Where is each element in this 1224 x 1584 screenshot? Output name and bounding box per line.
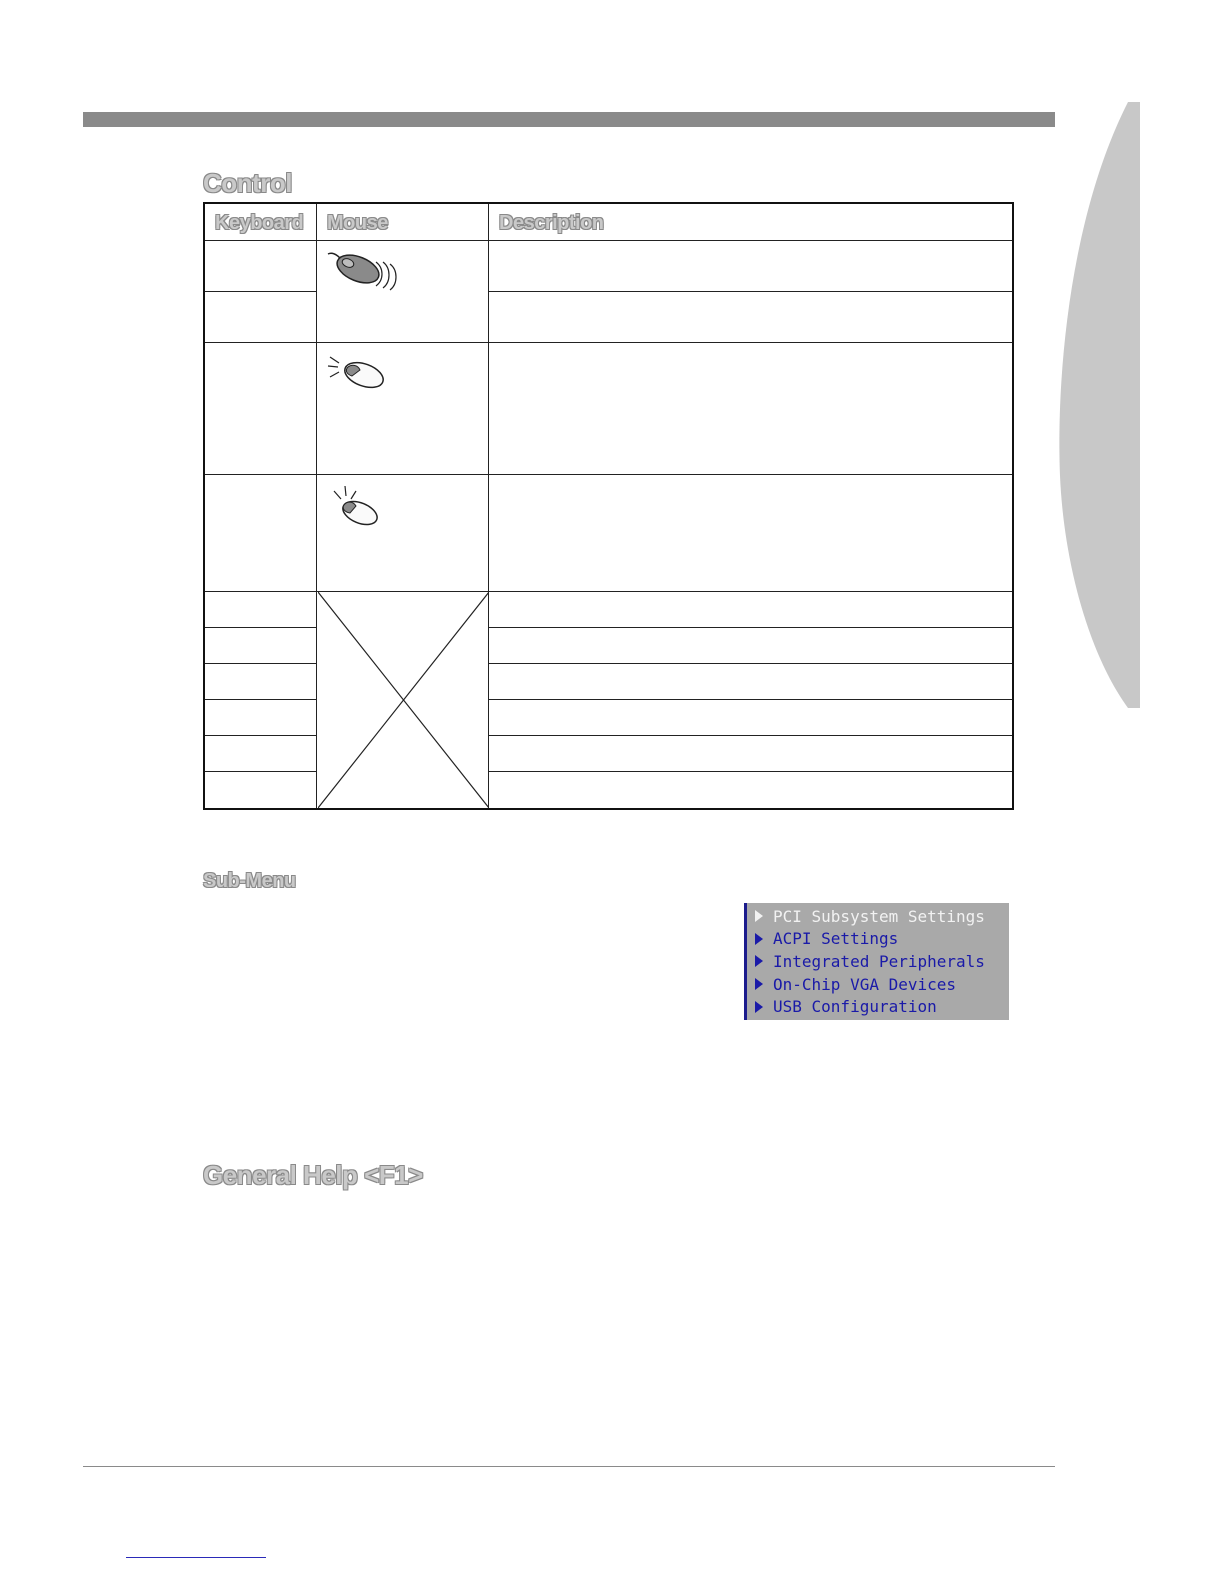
row-divider-keyboard-9 <box>205 771 316 772</box>
row-divider-keyboard-5 <box>205 627 316 628</box>
row-divider-keyboard-7 <box>205 699 316 700</box>
header-keyboard: Keyboard <box>215 212 304 234</box>
header-mouse: Mouse <box>327 212 388 234</box>
footer-rule <box>83 1466 1055 1467</box>
control-table <box>203 202 1014 810</box>
side-tab-shape <box>1030 96 1140 736</box>
header-divider <box>205 240 1012 241</box>
header-description: Description <box>499 212 604 234</box>
row-divider-keyboard-6 <box>205 663 316 664</box>
triangle-right-icon <box>751 999 773 1015</box>
column-divider-keyboard <box>316 204 317 808</box>
mouse-move-icon <box>326 248 406 294</box>
row-divider-description-5 <box>489 627 1012 628</box>
submenu-item-usb-configuration[interactable] <box>747 995 1009 1018</box>
bios-submenu-screenshot <box>744 903 1009 1020</box>
submenu-item-acpi-settings[interactable] <box>747 928 1009 951</box>
row-divider-description-1 <box>489 291 1012 292</box>
submenu-item-label: USB Configuration <box>773 997 937 1017</box>
triangle-right-icon <box>751 976 773 992</box>
submenu-item-integrated-peripherals[interactable] <box>747 950 1009 973</box>
section-title: Control <box>203 168 292 198</box>
row-divider-description-7 <box>489 699 1012 700</box>
submenu-item-label: Integrated Peripherals <box>773 951 985 971</box>
submenu-item-on-chip-vga-devices[interactable] <box>747 973 1009 996</box>
submenu-item-label: ACPI Settings <box>773 929 899 949</box>
row-divider-2 <box>205 342 1012 343</box>
submenu-item-pci-subsystem-settings[interactable] <box>747 905 1009 928</box>
triangle-right-icon <box>751 931 773 947</box>
mouse-left-click-icon <box>326 351 396 393</box>
triangle-right-icon <box>751 953 773 969</box>
row-divider-keyboard-1 <box>205 291 316 292</box>
row-divider-keyboard-8 <box>205 735 316 736</box>
row-divider-description-6 <box>489 663 1012 664</box>
footer-link-underline[interactable] <box>126 1557 266 1558</box>
mouse-double-click-icon <box>326 483 396 529</box>
general-help-title: General Help <F1> <box>203 1160 423 1190</box>
submenu-item-label: On-Chip VGA Devices <box>773 974 957 994</box>
submenu-item-label: PCI Subsystem Settings <box>773 906 985 926</box>
submenu-title: Sub-Menu <box>203 870 296 892</box>
row-divider-description-9 <box>489 771 1012 772</box>
header-bar <box>83 112 1055 127</box>
no-mouse-function-cross <box>318 592 489 808</box>
triangle-right-icon <box>751 908 773 924</box>
row-divider-description-8 <box>489 735 1012 736</box>
row-divider-3 <box>205 474 1012 475</box>
